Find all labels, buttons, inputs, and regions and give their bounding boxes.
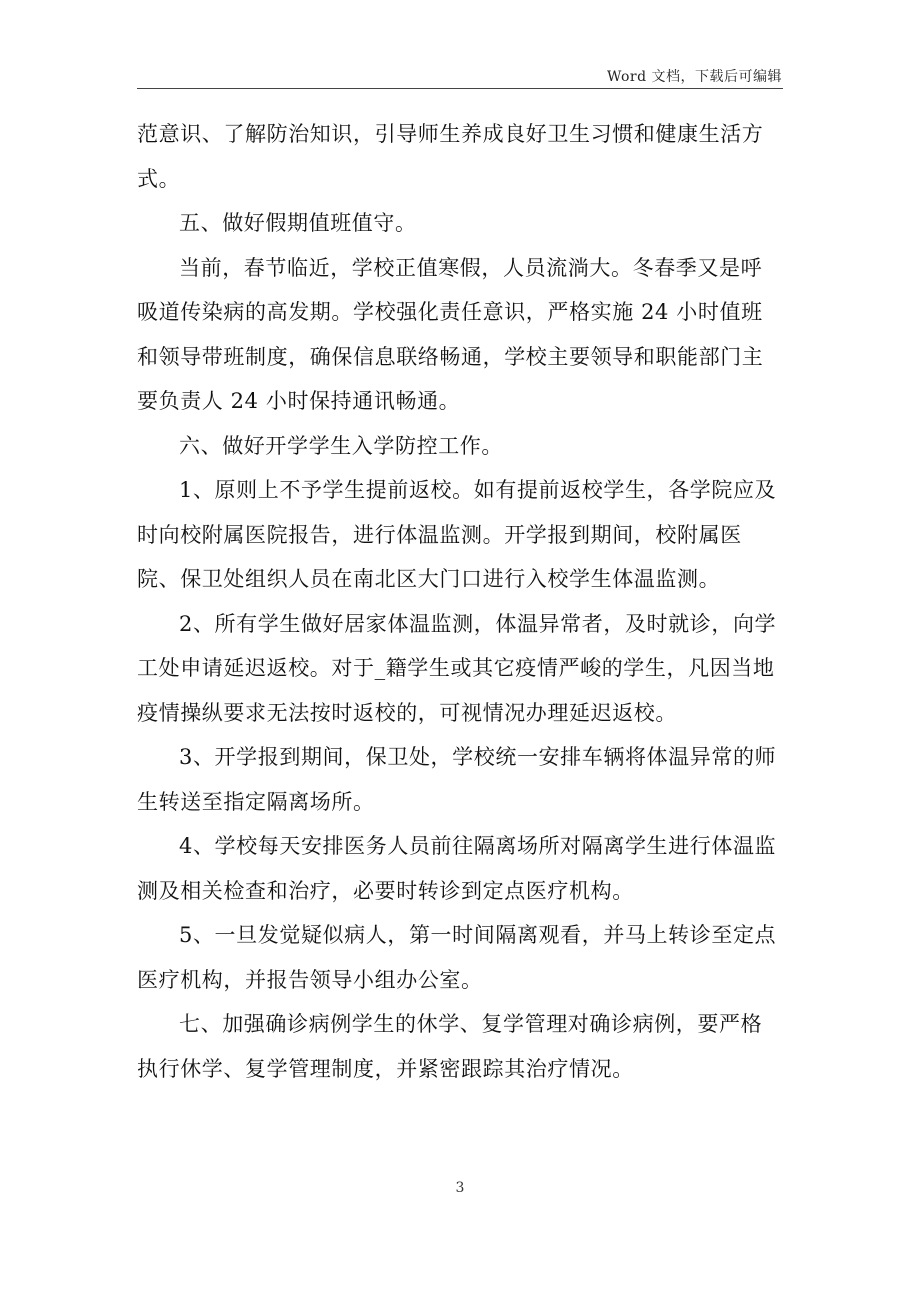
page-header: Word 文档，下载后可编辑 [607, 69, 782, 85]
section-heading-5: 五、做好假期值班值守。 [179, 211, 417, 235]
paragraph: 当前，春节临近，学校正值寒假，人员流淌大。冬春季又是呼吸道传染病的高发期。学校强化责任意识，严格实施 24 小时值班和领导带班制度，确保信息联络畅通，学校主要领导和职能部门主要负责人 24 小时保持通讯畅通。 [137, 255, 764, 413]
list-item-4: 4、学校每天安排医务人员前往隔离场所对隔离学生进行体温监测及相关检查和治疗，必要时转诊到定点医疗机构。 [137, 834, 777, 903]
list-item-3: 3、开学报到期间，保卫处，学校统一安排车辆将体温异常的师生转送至指定隔离场所。 [137, 745, 777, 814]
section-heading-7: 七、加强确诊病例学生的休学、复学管理对确诊病例，要严格执行休学、复学管理制度，并紧密跟踪其治疗情况。 [137, 1012, 763, 1081]
section-heading-6: 六、做好开学学生入学防控工作。 [179, 433, 503, 458]
paragraph-continuation: 范意识、了解防治知识，引导师生养成良好卫生习惯和健康生活方式。 [137, 122, 764, 191]
header-divider [137, 88, 783, 89]
page-number: 3 [455, 1180, 465, 1196]
list-item-2: 2、所有学生做好居家体温监测，体温异常者，及时就诊，向学工处申请延迟返校。对于_籍学生或其它疫情严峻的学生，凡因当地疫情操纵要求无法按时返校的，可视情况办理延迟返校。 [137, 611, 777, 725]
document-body [137, 112, 783, 1091]
list-item-5: 5、一旦发觉疑似病人，第一时间隔离观看，并马上转诊至定点医疗机构，并报告领导小组办公室。 [137, 923, 777, 992]
list-item-1: 1、原则上不予学生提前返校。如有提前返校学生，各学院应及时向校附属医院报告，进行体温监测。开学报到期间，校附属医院、保卫处组织人员在南北区大门口进行入校学生体温监测。 [137, 478, 777, 591]
